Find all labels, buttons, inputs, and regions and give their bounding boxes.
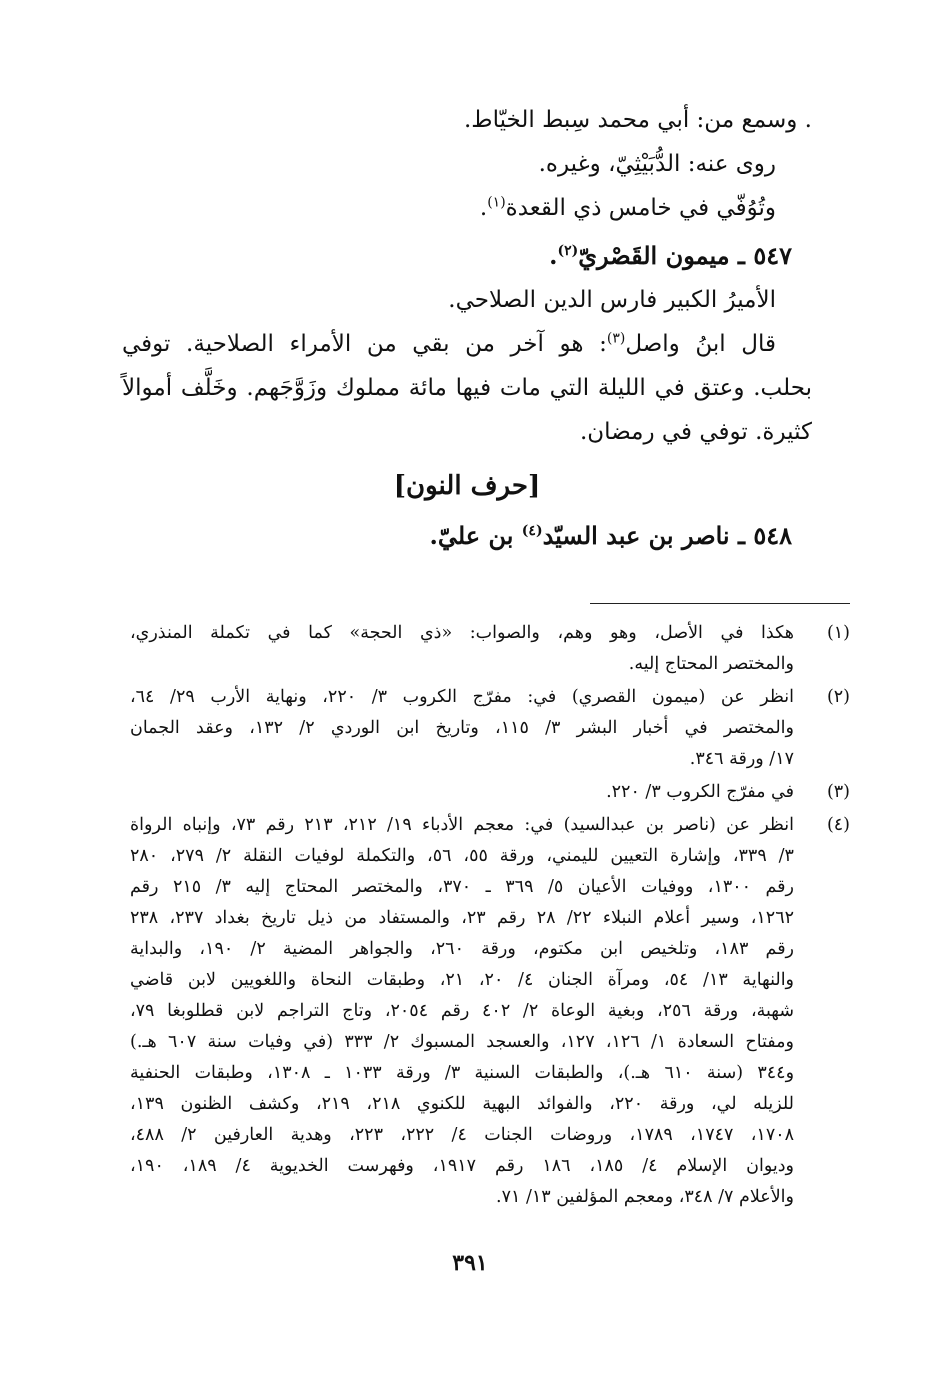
entry-547-text: ٥٤٧ ـ ميمون القَصْريّ [578, 241, 792, 270]
footnote-number: (٢) [826, 687, 850, 707]
footnote-line: ومفتاح السعادة ١/ ١٢٦، ١٢٧، والعسجد المسبوك ٢/ ٣٣٣ (في وفيات سنة ٦٠٧ هـ.) [130, 1032, 794, 1052]
qala-start: قال ابنُ واصل [625, 331, 776, 357]
footnote-line: انظر عن (ناصر بن عبدالسيد) في: معجم الأدباء ١٩/ ٢١٢، ٢١٣ رقم ٧٣، وإنباه الرواة [130, 815, 794, 835]
text-line-amir: الأميرُ الكبير فارس الدين الصلاحي. [448, 287, 776, 313]
footnote-separator [590, 603, 850, 604]
footnote-number: (٤) [826, 815, 850, 835]
entry-548-after: بن عليّ. [429, 521, 522, 550]
footnote-line: والأعلام ٧/ ٣٤٨، ومعجم المؤلفين ١٣/ ٧١. [495, 1187, 794, 1207]
footnote-line: رقم ١٨٣، وتلخيص ابن مكتوم، ورقة ٢٦٠، والجواهر المضية ٢/ ١٩٠، والبداية [130, 939, 795, 959]
footnote-line: في مفرّج الكروب ٣/ ٢٢٠. [606, 782, 794, 802]
text-line-qala [122, 322, 812, 366]
footnote-line: والمختصر في أخبار البشر ٣/ ١١٥، وتاريخ ابن الوردي ٢/ ١٣٢، وعقد الجمان [130, 718, 794, 738]
footnote-line: ١٢٦٢، وسير أعلام النبلاء ٢٢/ ٢٨ رقم ٢٣، والمستفاد من ذيل تاريخ بغداد ٢٣٧، ٢٣٨ [130, 908, 794, 928]
footnote-line: وديوان الإسلام ٤/ ١٨٥، ١٨٦ رقم ١٩١٧، وفهرست الخديوية ٤/ ١٨٩، ١٩٠، [130, 1156, 794, 1176]
footnote-number: (٣) [826, 782, 850, 802]
main-text [122, 98, 812, 558]
entry-548-title [122, 514, 812, 558]
footnote-1 [130, 618, 850, 680]
text-line-3-body: وتُوُفّي في خامس ذي القعدة [505, 195, 776, 221]
text-line-3-end: . [479, 195, 488, 221]
text-line-1: . وسمع من: أبي محمد سِبط الخيّاط. [464, 107, 812, 133]
page-number: ٣٩١ [452, 1250, 488, 1276]
footnote-mark-1: (١) [487, 194, 506, 211]
text-line-halab: بحلب. وعتق في الليلة التي مات فيها مائة مملوك وزَوَّجَهم. وخَلَّف أموالاً [122, 375, 812, 401]
footnote-line: ١٧٠٨، ١٧٤٧، ١٧٨٩، وروضات الجنات ٤/ ٢٢٢، ٢٢٣، وهدية العارفين ٢/ ٤٨٨، [130, 1125, 795, 1145]
footnote-4 [130, 810, 850, 1213]
text-line-kathira: كثيرة. توفي في رمضان. [579, 419, 812, 445]
footnote-line: والمختصر المحتاج إليه. [628, 654, 794, 674]
footnote-2 [130, 682, 850, 775]
footnote-3 [130, 777, 850, 808]
footnote-line: والنهاية ١٣/ ٥٤، ومرآة الجنان ٤/ ٢٠، ٢١، وطبقات النحاة واللغويين لابن قاضي [130, 970, 795, 990]
footnote-line: ٣/ ٣٣٩، وإشارة التعيين لليمني، ورقة ٥٥، ٥٦، والتكملة لوفيات النقلة ٢/ ٢٧٩، ٢٨٠ [130, 846, 794, 866]
entry-548-before: ٥٤٨ ـ ناصر بن عبد السيّد [542, 521, 792, 550]
section-heading: [حرف النون] [393, 471, 541, 501]
footnote-line: شهبة، ورقة ٢٥٦، وبغية الوعاة ٢/ ٤٠٢ رقم ٢٠٥٤، وتاج التراجم لابن قطلوبغا ٧٩، [130, 1001, 794, 1021]
footnote-line: هكذا في الأصل، وهو وهم، والصواب: «ذي الحجة» كما في تكملة المنذري، [130, 623, 794, 643]
footnote-line: للزيله لي، ورقة ٢٢٠، والفوائد البهية للكنوي ٢١٨، ٢١٩، وكشف الظنون ١٣٩، [130, 1094, 795, 1114]
footnotes [130, 618, 850, 1215]
footnote-line: ١٧/ ورقة ٣٤٦. [689, 749, 794, 769]
entry-547-title [122, 234, 812, 278]
footnote-number: (١) [826, 623, 850, 643]
footnote-line: و٣٤٤ (سنة ٦١٠ هـ.)، والطبقات السنية ٣/ ورقة ١٠٣٣ ـ ١٣٠٨، وطبقات الحنفية [130, 1063, 795, 1083]
footnote-mark-3: (٣) [606, 330, 626, 347]
text-line-3 [122, 186, 812, 230]
footnote-mark-2: (٢) [557, 243, 579, 259]
footnote-mark-4: (٤) [521, 523, 543, 539]
footnote-line: انظر عن (ميمون القصري) في: مفرّج الكروب ٣/ ٢٢٠، ونهاية الأرب ٢٩/ ٦٤، [130, 687, 794, 707]
footnote-line: رقم ١٣٠٠، ووفيات الأعيان ٥/ ٣٦٩ ـ ٣٧٠، والمختصر المحتاج إليه ٣/ ٢١٥ رقم [130, 877, 794, 897]
text-line-2: روى عنه: الدُّبَيْثِيّ، وغيره. [538, 151, 776, 177]
qala-rest: : هو آخر من بقي من الأمراء الصلاحية. توفي [122, 331, 607, 357]
entry-547-end: . [549, 241, 558, 270]
